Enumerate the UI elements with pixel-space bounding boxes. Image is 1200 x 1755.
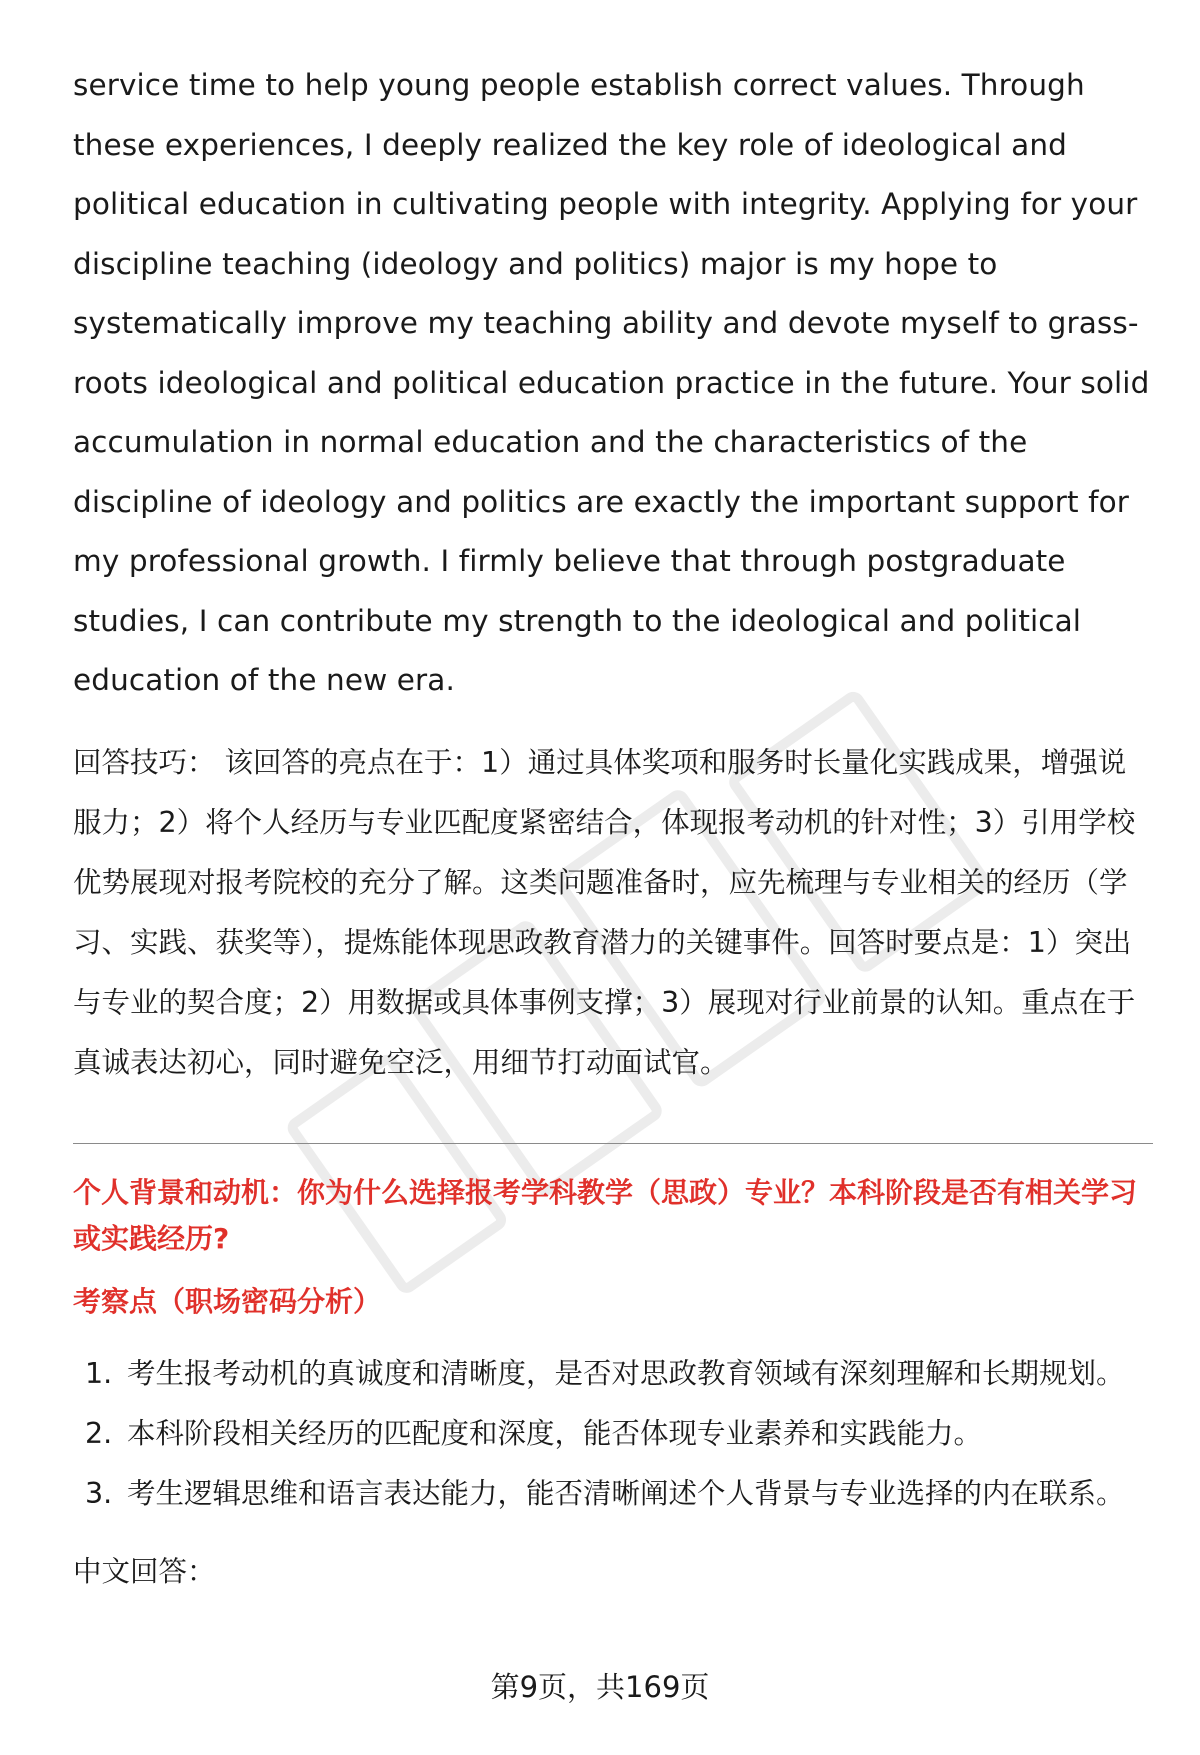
- list-item-number: 3.: [85, 1476, 113, 1510]
- assessment-heading: 考察点（职场密码分析）: [73, 1284, 382, 1318]
- english-answer-paragraph: service time to help young people establish correct values. Through these experiences, I deeply realized the key role of ideological and political education in cultivating people with integrity. Applying for your discipline teaching (ideology and politics) major is my hope to systematically improve my teaching ability and devote myself to grass-roots ideological and political education practice in the future. Your solid accumulation in normal education and the characteristics of the discipline of ideology and politics are exactly the important support for my professional growth. I firmly believe that through postgraduate studies, I can contribute my strength to the ideological and political education of the new era.: [73, 68, 1150, 697]
- section-divider: [73, 1143, 1153, 1144]
- question-title: 个人背景和动机：你为什么选择报考学科教学（思政）专业？本科阶段是否有相关学习或实践经历?: [73, 1175, 1138, 1255]
- list-item: [73, 1404, 1153, 1464]
- chinese-answer-label: 中文回答：: [73, 1554, 216, 1588]
- list-item: [73, 1464, 1153, 1524]
- list-item-number: 2.: [85, 1416, 113, 1450]
- list-item-text: 考生报考动机的真诚度和清晰度，是否对思政教育领域有深刻理解和长期规划。: [127, 1356, 1125, 1390]
- page-indicator: 第9页，共169页: [490, 1670, 710, 1704]
- list-item: [73, 1344, 1153, 1404]
- list-item-text: 本科阶段相关经历的匹配度和深度，能否体现专业素养和实践能力。: [127, 1416, 983, 1450]
- document-page: [73, 56, 1153, 1602]
- list-item-text: 考生逻辑思维和语言表达能力，能否清晰阐述个人背景与专业选择的内在联系。: [127, 1476, 1125, 1510]
- answer-tips-paragraph: 回答技巧： 该回答的亮点在于：1）通过具体奖项和服务时长量化实践成果，增强说服力；2）将个人经历与专业匹配度紧密结合，体现报考动机的针对性；3）引用学校优势展现对报考院校的充分了解。这类问题准备时，应先梳理与专业相关的经历（学习、实践、获奖等），提炼能体现思政教育潜力的关键事件。回答时要点是：1）突出与专业的契合度；2）用数据或具体事例支撑；3）展现对行业前景的认知。重点在于真诚表达初心，同时避免空泛，用细节打动面试官。: [73, 745, 1136, 1079]
- list-item-number: 1.: [85, 1356, 113, 1390]
- assessment-points-list: [73, 1344, 1153, 1524]
